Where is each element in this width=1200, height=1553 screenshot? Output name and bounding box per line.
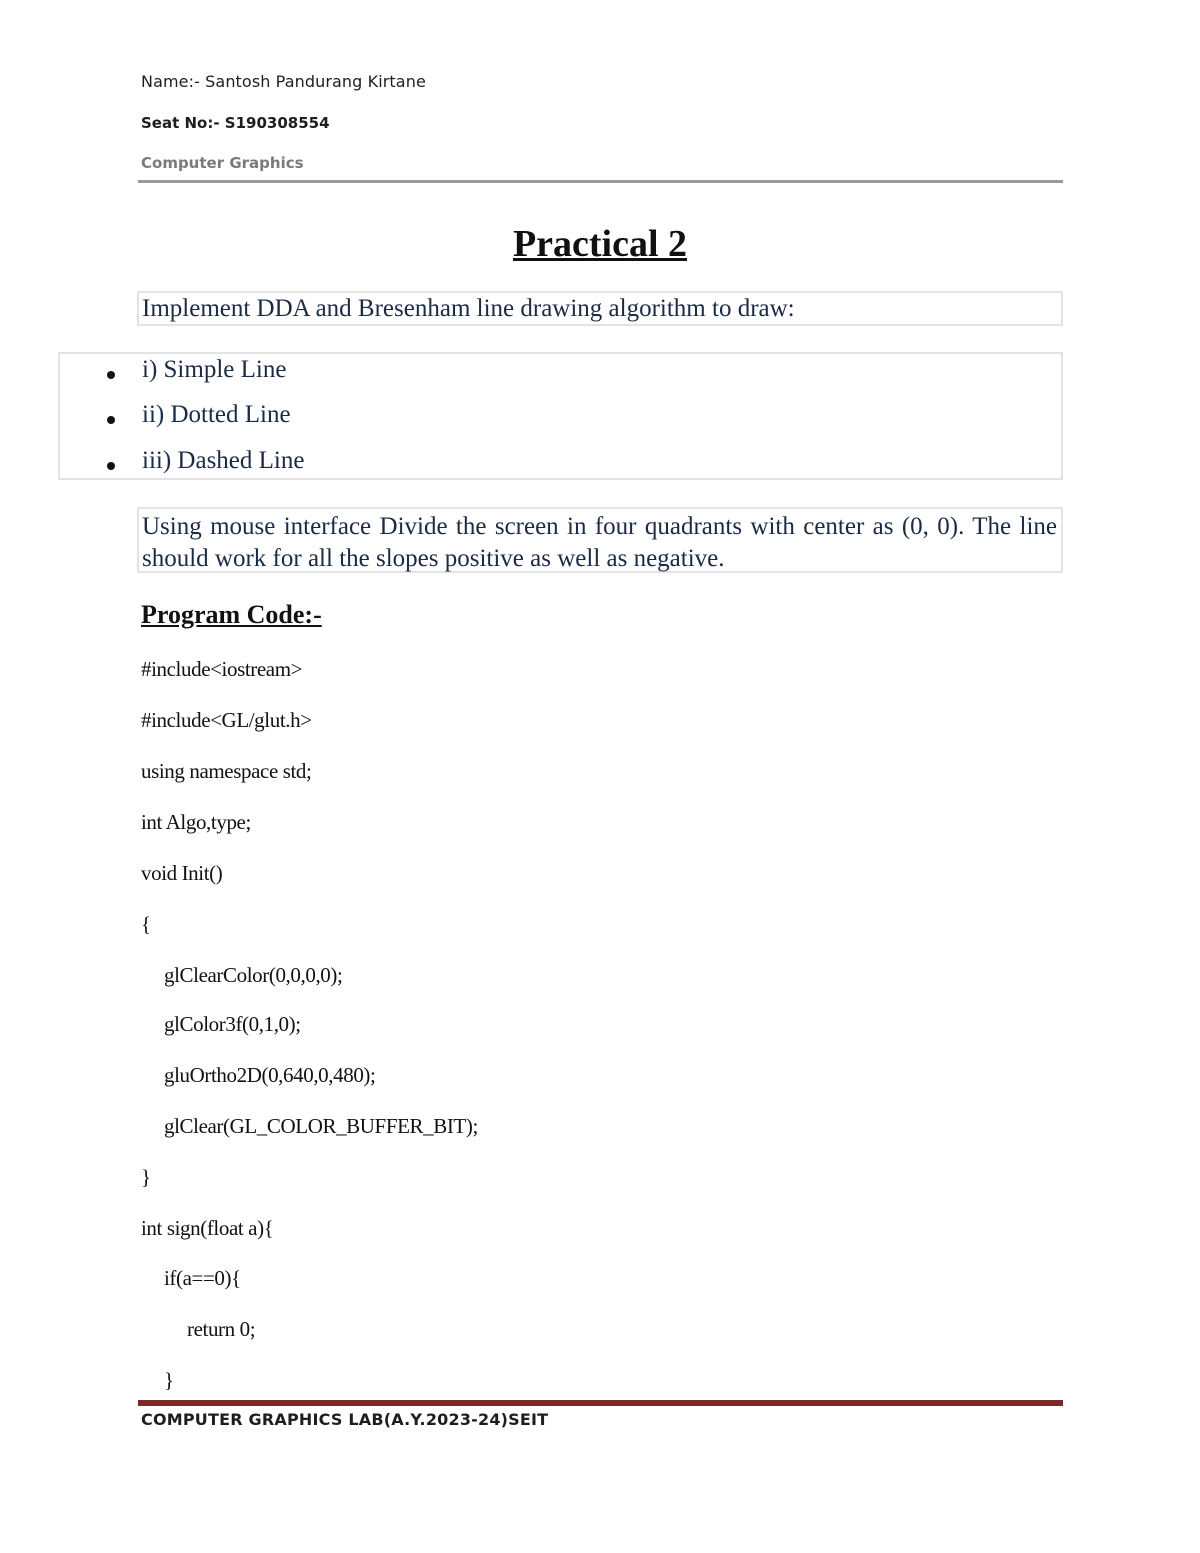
- code-line: #include<GL/glut.h>: [141, 708, 312, 732]
- code-line: }: [141, 1165, 151, 1189]
- code-line: #include<iostream>: [141, 657, 303, 681]
- code-line: gluOrtho2D(0,640,0,480);: [164, 1063, 376, 1087]
- code-line: if(a==0){: [164, 1266, 241, 1290]
- code-line: {: [141, 912, 151, 936]
- list-item: iii) Dashed Line: [142, 447, 305, 474]
- list-item: ii) Dotted Line: [142, 401, 291, 428]
- header-divider: [138, 180, 1063, 183]
- aim-box: [137, 291, 1063, 326]
- seat-number: Seat No:- S190308554: [141, 114, 330, 132]
- code-line: }: [164, 1368, 174, 1392]
- code-line: int Algo,type;: [141, 810, 251, 834]
- code-line: glClearColor(0,0,0,0);: [164, 963, 343, 987]
- program-code-heading: Program Code:-: [141, 600, 322, 629]
- code-line: using namespace std;: [141, 759, 312, 783]
- page-title: Practical 2: [512, 223, 688, 265]
- code-line: glClear(GL_COLOR_BUFFER_BIT);: [164, 1114, 478, 1138]
- code-line: return 0;: [187, 1317, 256, 1341]
- subject-label: Computer Graphics: [141, 154, 304, 172]
- description-text: Using mouse interface Divide the screen in four quadrants with center as (0, 0). The line should work for all the slopes positive as well as negative.: [142, 513, 1057, 572]
- code-line: glColor3f(0,1,0);: [164, 1012, 301, 1036]
- list-item: i) Simple Line: [142, 356, 287, 383]
- code-line: void Init(): [141, 861, 223, 885]
- aim-text: Implement DDA and Bresenham line drawing algorithm to draw:: [142, 295, 795, 322]
- footer-text: COMPUTER GRAPHICS LAB(A.Y.2023-24)SEIT: [141, 1410, 549, 1429]
- bullet-icon: [107, 462, 115, 470]
- student-name: Name:- Santosh Pandurang Kirtane: [141, 72, 426, 91]
- bullet-icon: [107, 416, 115, 424]
- description-box: [137, 507, 1063, 573]
- line-types-list: [58, 352, 1063, 480]
- footer-divider: [138, 1400, 1063, 1406]
- code-line: int sign(float a){: [141, 1216, 274, 1240]
- bullet-icon: [107, 371, 115, 379]
